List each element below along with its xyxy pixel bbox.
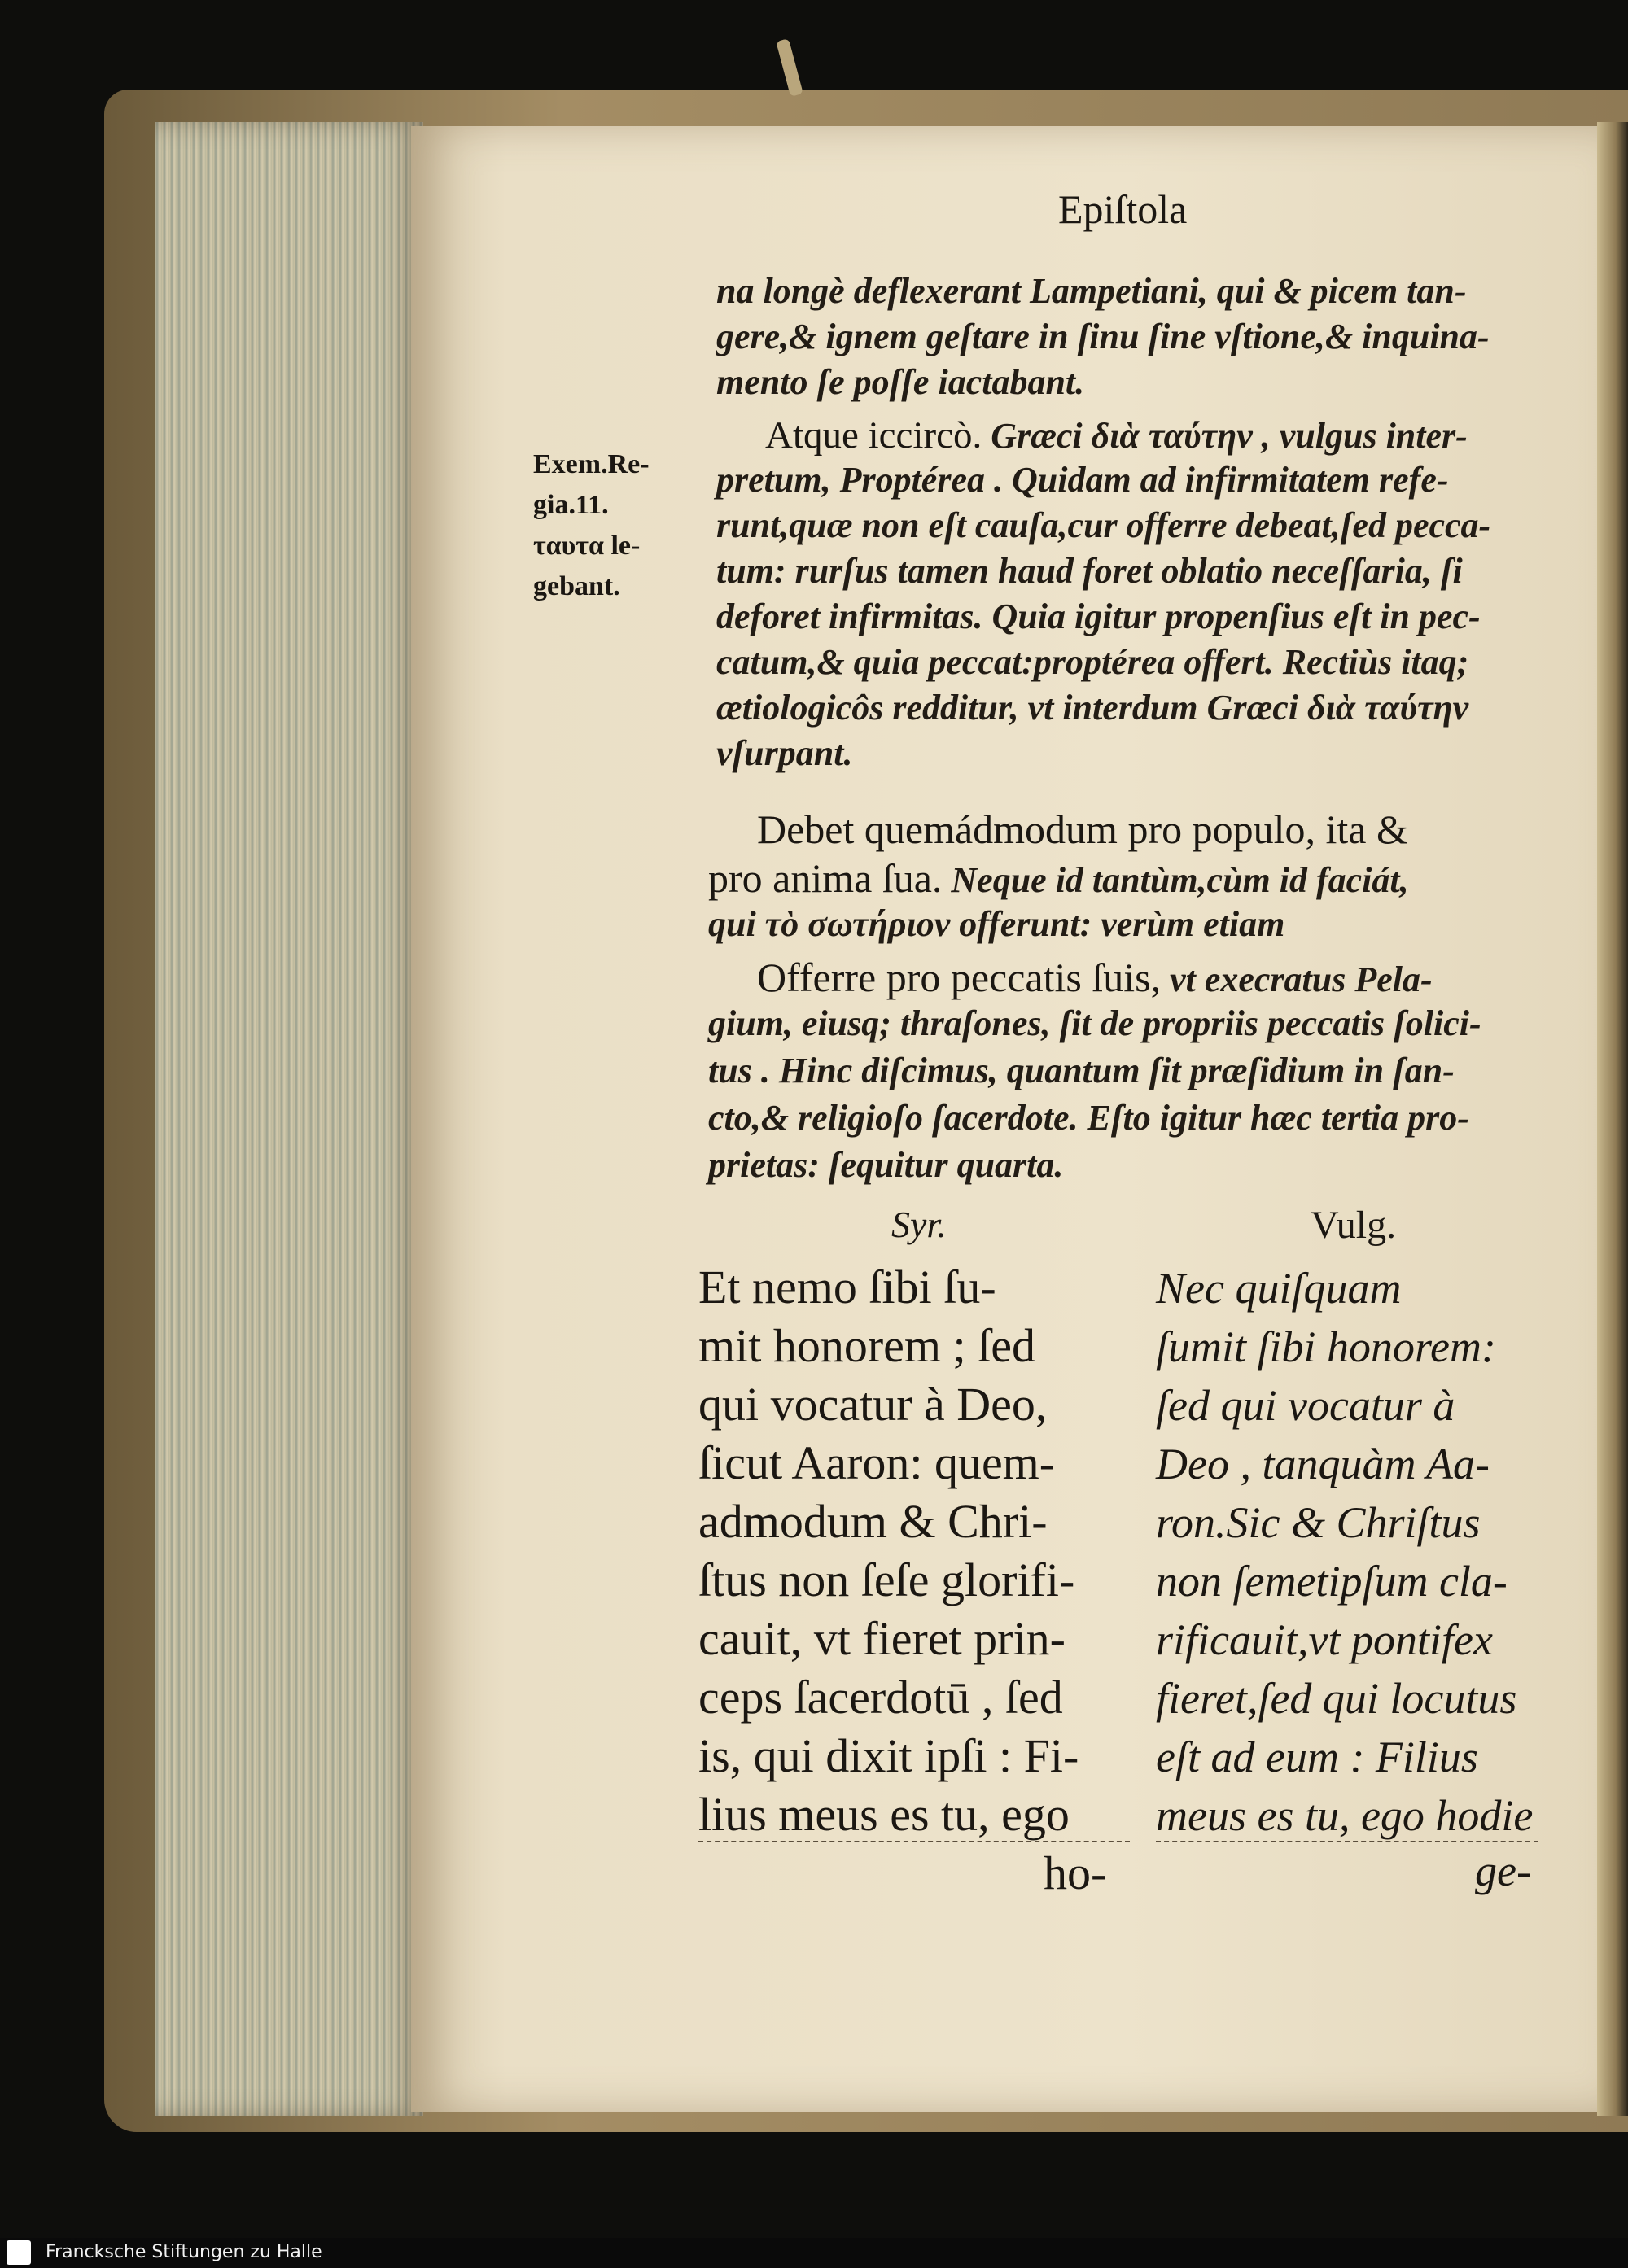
para-line: catum,& quia peccat:proptérea offert. Rectiùs itaq; [716,642,1469,682]
syriac-line: ſicut Aaron: quem- [698,1436,1056,1489]
para-line: pretum, Proptérea . Quidam ad infirmitatem refe- [716,460,1449,500]
syriac-line: lius meus es tu, ego [698,1788,1070,1841]
column-label-syriac: Syr. [891,1204,947,1245]
para-line: tum: rurſus tamen haud foret oblatio neceſſaria, ſi [716,551,1463,591]
syriac-line: mit honorem ; ſed [698,1319,1035,1372]
vulgate-line: eſt ad eum : Filius [1156,1733,1478,1781]
vulgate-line: Nec quiſquam [1156,1264,1402,1313]
body-line: na longè deflexerant Lampetiani, qui & picem tan- [716,271,1467,311]
vulgate-line: meus es tu, ego hodie [1156,1791,1534,1840]
vulgate-line: Deo , tanquàm Aa- [1156,1440,1490,1488]
para-line: vſurpant. [716,733,853,773]
vulgate-line: ſumit ſibi honorem: [1156,1322,1496,1371]
footer-credit: Francksche Stiftungen zu Halle [46,2242,322,2262]
margin-note-line: Exem.Re- [533,449,650,479]
para-line: ætiologicôs redditur, vt interdum Græci διὰ ταύτην [716,688,1469,728]
para-line: cto,& religioſo ſacerdote. Eſto igitur hæc tertia pro- [708,1098,1469,1138]
column-label-vulgate: Vulg. [1311,1204,1397,1247]
syriac-line: ſtus non ſeſe glorifi- [698,1554,1075,1606]
facing-page-edge [1597,122,1628,2116]
vulgate-line: non ſemetipſum cla- [1156,1557,1508,1606]
underline-rule [698,1841,1130,1842]
syriac-line: cauit, vt fieret prin- [698,1612,1066,1665]
syriac-line: ceps ſacerdotū , ſed [698,1671,1063,1724]
para-line: Atque iccircò. Græci διὰ ταύτην , vulgus inter- [765,414,1468,457]
underline-rule [1156,1841,1538,1842]
vulgate-line: ſed qui vocatur à [1156,1381,1455,1430]
running-head: Epiſtola [1058,186,1188,232]
syriac-line: admodum & Chri- [698,1495,1048,1548]
vulgate-line: rificauit,vt pontifex [1156,1615,1493,1664]
margin-note-line: ταυτα le- [533,531,641,561]
syriac-line: qui vocatur à Deo, [698,1378,1048,1431]
institution-logo-icon [7,2240,31,2265]
body-line: mento ſe poſſe iactabant. [716,362,1085,402]
para-line: deforet infirmitas. Quia igitur propenſius eſt in pec- [716,596,1481,636]
vulgate-line: ron.Sic & Chriſtus [1156,1498,1481,1547]
para-line: Offerre pro peccatis ſuis, vt execratus Pela- [757,955,1433,1000]
para-line: Debet quemádmodum pro populo, ita & [757,806,1408,852]
para-line: runt,quæ non eſt cauſa,cur offerre debeat,ſed pecca- [716,505,1491,545]
para-line: qui τὸ σωτήριον offerunt: verùm etiam [708,904,1285,944]
syriac-line: Et nemo ſibi ſu- [698,1261,996,1313]
page-edges [155,122,423,2116]
margin-note-line: gia.11. [533,490,609,520]
vulgate-line: fieret,ſed qui locutus [1156,1674,1517,1723]
para-line: tus . Hinc diſcimus, quantum ſit præſidium in ſan- [708,1051,1455,1090]
margin-note-line: gebant. [533,571,620,601]
syriac-line: is, qui dixit ipſi : Fi- [698,1729,1079,1782]
body-line: gere,& ignem geſtare in ſinu ſine vſtione,& inquina- [716,317,1490,356]
para-line: prietas: ſequitur quarta. [708,1145,1064,1185]
para-line: gium, eiusq; thraſones, ſit de propriis peccatis ſolici- [708,1003,1481,1043]
catchword-right: ge- [1475,1846,1531,1895]
para-line: pro anima ſua. Neque id tantùm,cùm id faciát, [708,855,1409,901]
catchword-left: ho- [1044,1846,1107,1899]
